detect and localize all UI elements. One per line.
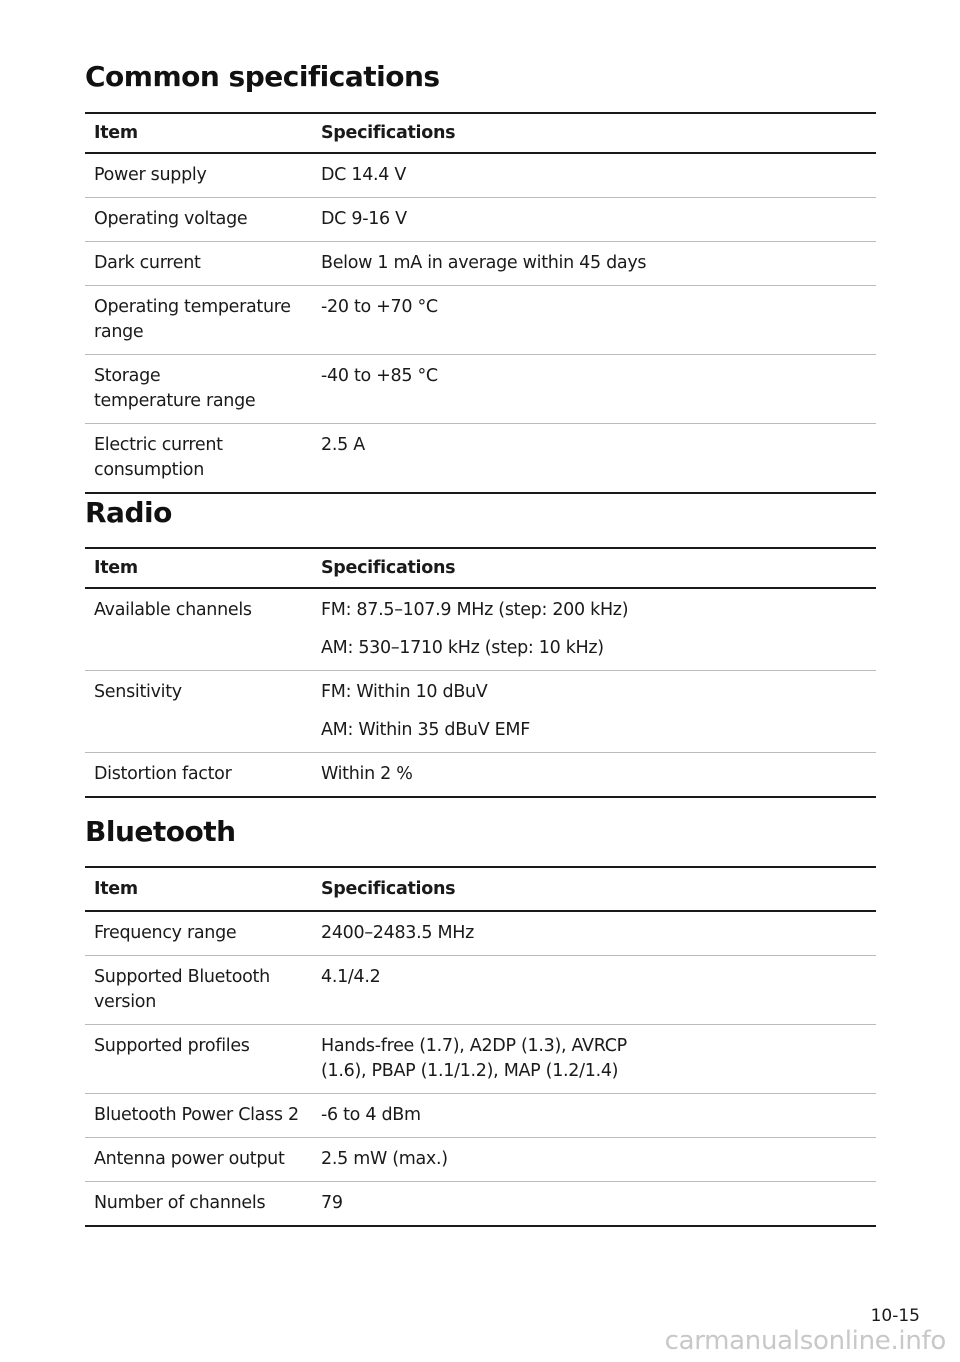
item-cell: Dark current <box>94 253 201 273</box>
item-cell: Distortion factor <box>94 764 232 784</box>
spec-line: AM: 530–1710 kHz (step: 10 kHz) <box>321 638 604 658</box>
item-cell: Supported Bluetooth version <box>94 967 270 1012</box>
table-row <box>85 671 876 753</box>
table-header-row <box>85 867 876 911</box>
section-title: Common specifications <box>85 60 440 93</box>
item-cell: Supported profiles <box>94 1036 250 1056</box>
column-header-specifications: Specifications <box>321 879 456 899</box>
spec-cell: 4.1/4.2 <box>321 967 381 987</box>
table-row <box>85 1094 876 1138</box>
table-row <box>85 198 876 242</box>
spec-cell <box>312 671 876 753</box>
spec-cell: 2.5 mW (max.) <box>321 1149 448 1169</box>
table-header-row <box>85 113 876 153</box>
table-row <box>85 153 876 198</box>
spec-line: FM: 87.5–107.9 MHz (step: 200 kHz) <box>321 600 629 620</box>
item-cell: Available channels <box>94 600 252 620</box>
spec-cell: DC 9-16 V <box>321 209 407 229</box>
section-common-specifications <box>85 60 876 494</box>
page-number: 10-15 <box>870 1306 920 1326</box>
column-header-specifications: Specifications <box>321 558 456 578</box>
item-cell: Number of channels <box>94 1193 266 1213</box>
table-row <box>85 956 876 1025</box>
spec-table <box>85 547 876 798</box>
spec-cell: -20 to +70 °C <box>321 297 438 317</box>
item-cell: Operating voltage <box>94 209 248 229</box>
spec-cell: 2400–2483.5 MHz <box>321 923 475 943</box>
item-cell: Frequency range <box>94 923 237 943</box>
item-cell: Power supply <box>94 165 207 185</box>
spec-cell: -40 to +85 °C <box>321 366 438 386</box>
item-cell: Operating temperature range <box>94 297 291 342</box>
spec-cell: DC 14.4 V <box>321 165 407 185</box>
table-row <box>85 355 876 424</box>
table-row <box>85 1182 876 1227</box>
spec-cell: Below 1 mA in average within 45 days <box>321 253 647 273</box>
column-header-item: Item <box>94 879 138 899</box>
spec-cell: -6 to 4 dBm <box>321 1105 421 1125</box>
item-cell: Electric current consumption <box>94 435 223 480</box>
spec-line: AM: Within 35 dBuV EMF <box>321 720 530 740</box>
item-cell: Storage temperature range <box>94 366 256 411</box>
table-header-row <box>85 548 876 588</box>
spec-cell: 2.5 A <box>321 435 365 455</box>
item-cell: Bluetooth Power Class 2 <box>94 1105 299 1125</box>
table-row <box>85 242 876 286</box>
table-row <box>85 286 876 355</box>
watermark-text: carmanualsonline.info <box>664 1326 946 1356</box>
item-cell: Antenna power output <box>94 1149 285 1169</box>
column-header-specifications: Specifications <box>321 123 456 143</box>
table-row <box>85 911 876 956</box>
table-row <box>85 588 876 671</box>
spec-table <box>85 866 876 1227</box>
section-title: Bluetooth <box>85 815 236 848</box>
section-bluetooth <box>85 815 876 1227</box>
table-row <box>85 753 876 798</box>
column-header-item: Item <box>94 123 138 143</box>
column-header-item: Item <box>94 558 138 578</box>
section-title: Radio <box>85 496 172 529</box>
spec-cell: 79 <box>321 1193 343 1213</box>
spec-cell: Within 2 % <box>321 764 413 784</box>
table-row <box>85 424 876 494</box>
section-radio <box>85 496 876 798</box>
spec-cell <box>312 588 876 671</box>
table-row <box>85 1025 876 1094</box>
spec-line: FM: Within 10 dBuV <box>321 682 488 702</box>
table-row <box>85 1138 876 1182</box>
item-cell: Sensitivity <box>94 682 182 702</box>
spec-table <box>85 112 876 494</box>
spec-cell: Hands-free (1.7), A2DP (1.3), AVRCP (1.6), PBAP (1.1/1.2), MAP (1.2/1.4) <box>321 1036 627 1081</box>
